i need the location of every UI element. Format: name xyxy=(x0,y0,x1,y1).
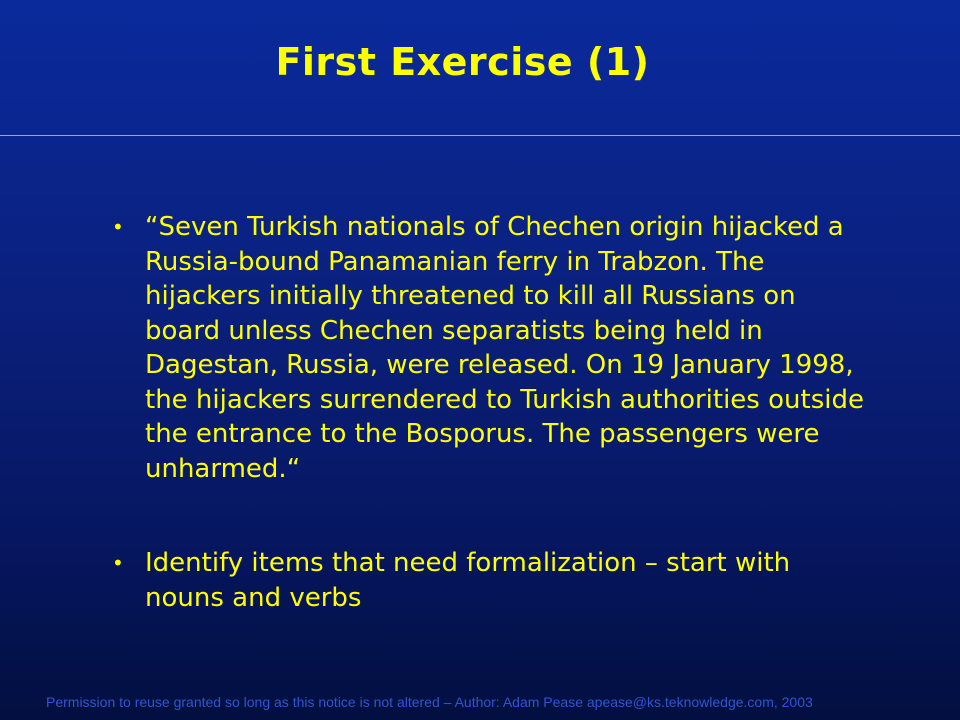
copyright-footer: Permission to reuse granted so long as this notice is not altered – Author: Adam Pease apease@ks.teknowledge.com, 2003 xyxy=(46,694,813,710)
bullet-marker: • xyxy=(112,551,124,575)
bullet-list xyxy=(112,210,872,615)
bullet-text: Identify items that need formalization – start with nouns and verbs xyxy=(145,548,791,613)
bullet-item-task xyxy=(112,546,872,615)
bullet-text: “Seven Turkish nationals of Chechen origin hijacked a Russia-bound Panamanian ferry in Trabzon. The hijackers initially threatened to kill all Russians on board unless Chechen separatists being held in Dagestan, Russia, were released. On 19 January 1998, the hijackers surrendered to Turkish authorities outside the entrance to the Bosporus. The passengers were unharmed.“ xyxy=(145,212,864,484)
bullet-item-quote xyxy=(112,210,872,486)
slide-title: First Exercise (1) xyxy=(275,40,650,84)
title-divider xyxy=(0,135,960,136)
bullet-marker: • xyxy=(112,215,124,239)
